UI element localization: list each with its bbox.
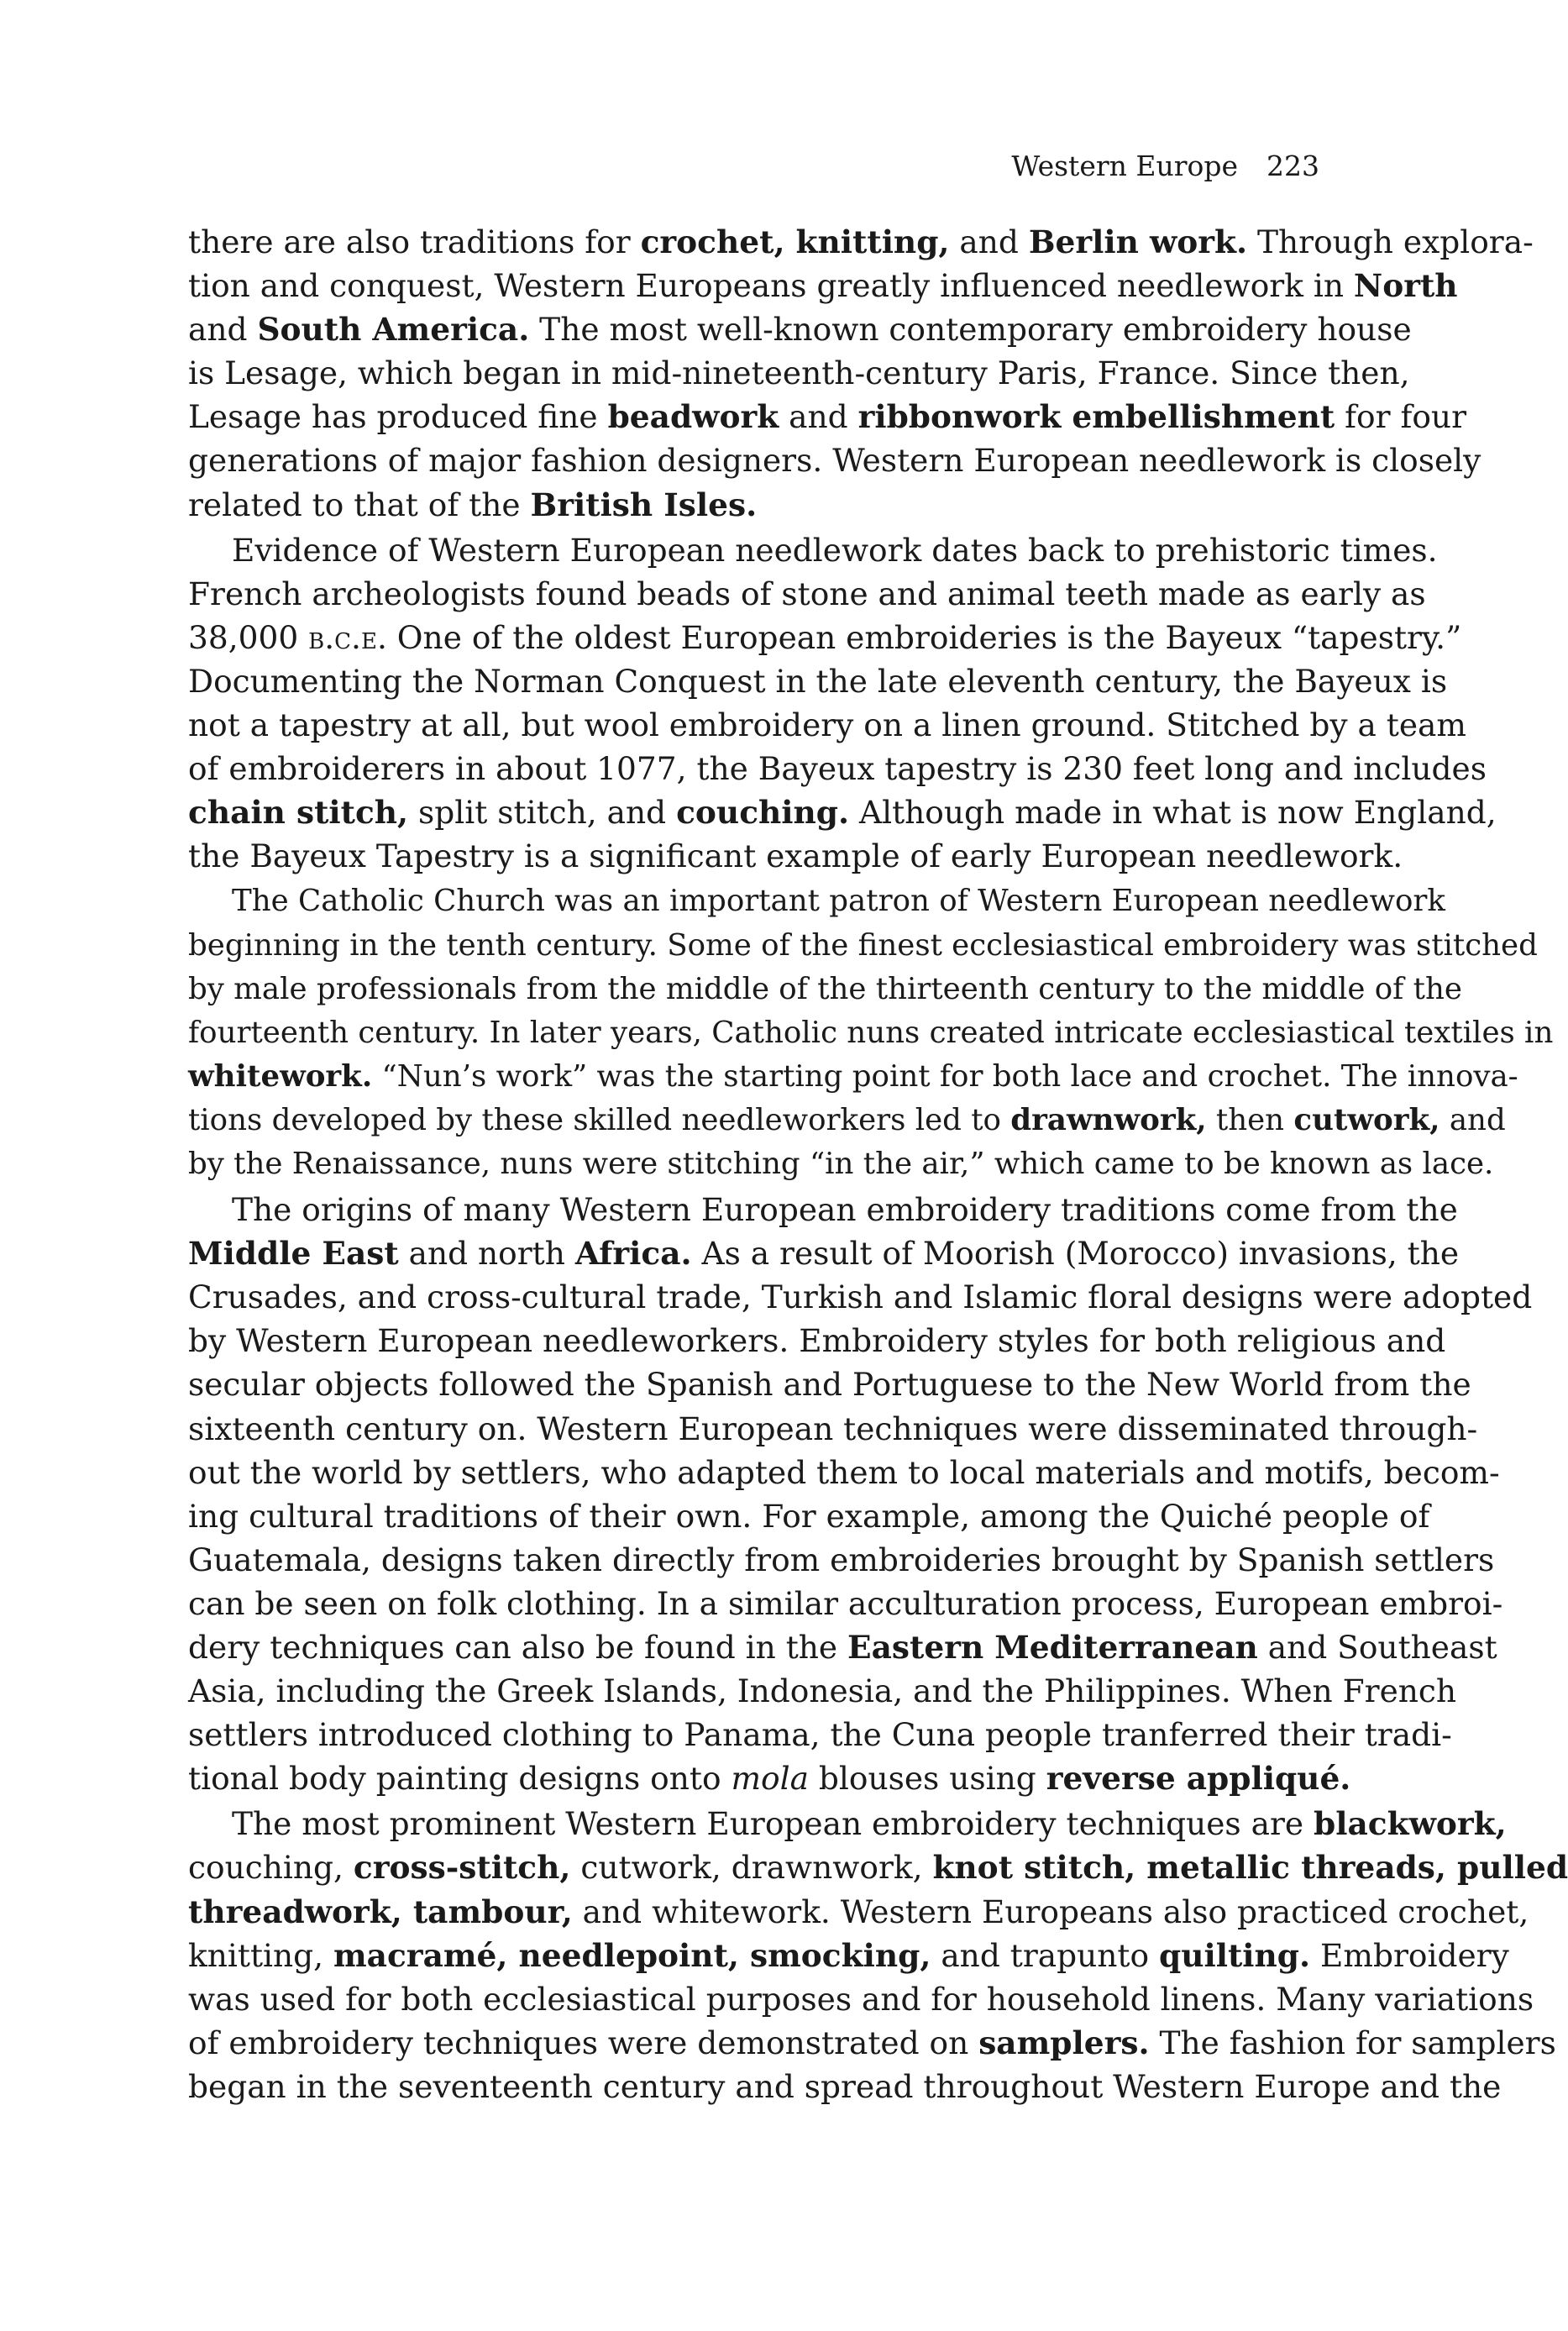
text-segment: split stitch, and (408, 794, 677, 832)
text-segment: out the world by settlers, who adapted them to local materials and motifs, becom- (188, 1453, 1500, 1491)
bold-term: North (1353, 267, 1458, 305)
text-line (188, 1845, 1568, 1889)
text-line (188, 1977, 1534, 2021)
bold-term: Africa. (574, 1235, 692, 1273)
text-segment: “Nun’s work” was the starting point for both lace and crochet. The innova- (372, 1058, 1518, 1094)
text-line (188, 1142, 1494, 1186)
text-segment: for four (1335, 398, 1466, 436)
text-line (188, 1362, 1471, 1406)
bold-term: quilting. (1159, 1936, 1311, 1974)
text-segment: blouses using (808, 1760, 1046, 1798)
bold-term: reverse appliqué. (1046, 1760, 1351, 1798)
bold-term: British Isles. (530, 486, 758, 523)
text-segment: Crusades, and cross-cultural trade, Turkish and Islamic floral designs were adopted (188, 1278, 1533, 1316)
page-number: 223 (1266, 150, 1319, 182)
bold-term: crochet, knitting, (640, 223, 950, 260)
text-segment: Embroidery (1310, 1936, 1509, 1974)
text-segment: secular objects followed the Spanish and Portuguese to the New World from the (188, 1366, 1471, 1404)
text-segment: cutwork, drawnwork, (570, 1849, 933, 1887)
text-line (188, 1934, 1509, 1977)
text-line (188, 2021, 1556, 2065)
text-segment: and (949, 223, 1029, 260)
text-segment: French archeologists found beads of stone and animal teeth made as early as (188, 575, 1426, 612)
text-segment: dery techniques can also be found in the (188, 1629, 848, 1666)
text-line (188, 1275, 1533, 1319)
text-segment: there are also traditions for (188, 223, 641, 260)
bold-term: knot stitch, metallic threads, pulled (932, 1849, 1568, 1887)
text-line (188, 220, 1534, 264)
text-line (188, 1890, 1529, 1934)
text-segment: Asia, including the Greek Islands, Indonesia, and the Philippines. When French (188, 1672, 1457, 1710)
bold-term: beadwork (607, 398, 779, 436)
text-segment: and trapunto (931, 1936, 1159, 1974)
text-segment: tional body painting designs onto (188, 1760, 732, 1798)
text-segment: tions developed by these skilled needleworkers led to (188, 1102, 1011, 1137)
text-segment: Through explora- (1247, 223, 1534, 260)
text-line (188, 1669, 1457, 1713)
text-line (188, 659, 1448, 703)
text-line (188, 1494, 1430, 1538)
text-segment: related to that of the (188, 486, 531, 523)
paragraph (188, 1188, 1533, 1800)
text-line (188, 2065, 1502, 2108)
text-segment: The most prominent Western European embroidery techniques are (232, 1805, 1314, 1843)
bold-term: macramé, needlepoint, smocking, (333, 1936, 931, 1974)
text-line (188, 264, 1458, 307)
bold-term: samplers. (978, 2024, 1150, 2061)
text-segment: not a tapestry at all, but wool embroidery on a linen ground. Stitched by a team (188, 706, 1466, 744)
text-segment: of embroiderers in about 1077, the Bayeux tapestry is 230 feet long and includes (188, 750, 1487, 788)
bold-term: chain stitch, (188, 794, 409, 832)
text-line (188, 1538, 1495, 1582)
text-line (188, 351, 1410, 395)
text-segment: The most well-known contemporary embroidery house (529, 311, 1412, 349)
text-line (188, 307, 1412, 351)
text-segment: Although made in what is now England, (849, 794, 1497, 832)
text-line (188, 395, 1466, 438)
text-segment: knitting, (188, 1936, 333, 1974)
text-line (188, 1802, 1507, 1845)
paragraph (188, 1802, 1568, 2108)
bold-term: threadwork, tambour, (188, 1893, 573, 1930)
text-segment: The Catholic Church was an important patron of Western European needlework (232, 884, 1445, 919)
section-title: Western Europe (1011, 150, 1238, 182)
text-line (188, 1407, 1478, 1451)
text-segment: and north (398, 1235, 575, 1273)
text-line (188, 834, 1403, 878)
text-line (188, 1011, 1554, 1055)
text-segment: and Southeast (1257, 1629, 1497, 1666)
text-line (188, 790, 1497, 834)
text-segment: by Western European needleworkers. Embroidery styles for both religious and (188, 1322, 1446, 1360)
text-segment: the Bayeux Tapestry is a significant example of early European needlework. (188, 837, 1403, 875)
text-segment: is Lesage, which began in mid-nineteenth-century Paris, France. Since then, (188, 354, 1410, 392)
text-segment: generations of major fashion designers. Western European needlework is closely (188, 442, 1481, 480)
text-line (188, 572, 1426, 616)
bold-term: ribbonwork embellishment (857, 398, 1335, 436)
text-segment: settlers introduced clothing to Panama, the Cuna people tranferred their tradi- (188, 1716, 1452, 1754)
text-line (188, 703, 1466, 747)
text-line (188, 924, 1538, 968)
body-text (188, 220, 1568, 2108)
text-line (188, 1451, 1500, 1494)
text-line (188, 1188, 1458, 1231)
text-segment: and (188, 311, 258, 349)
text-segment: As a result of Moorish (Morocco) invasions, the (691, 1235, 1460, 1273)
italic-term: mola (731, 1760, 809, 1798)
text-line (188, 528, 1438, 572)
text-segment: Lesage has produced fine (188, 398, 608, 436)
text-line (188, 747, 1487, 790)
text-segment: ing cultural traditions of their own. For example, among the Quiché people of (188, 1497, 1430, 1535)
text-segment: and whitework. Western Europeans also practiced crochet, (572, 1893, 1529, 1930)
text-line (188, 968, 1462, 1011)
text-line (188, 1756, 1351, 1800)
bold-term: cross-stitch, (353, 1849, 571, 1887)
text-segment: can be seen on folk clothing. In a similar acculturation process, European embroi- (188, 1584, 1503, 1622)
text-segment: sixteenth century on. Western European techniques were disseminated through- (188, 1410, 1478, 1447)
text-line (188, 879, 1445, 923)
text-segment: tion and conquest, Western Europeans greatly influenced needlework in (188, 267, 1354, 305)
text-line (188, 1582, 1503, 1625)
text-line (188, 483, 1320, 527)
bold-term: drawnwork, (1010, 1102, 1207, 1137)
bold-term: Middle East (188, 1235, 399, 1273)
text-line (188, 438, 1481, 482)
text-segment: b.c.e. (308, 618, 387, 656)
text-line (188, 1625, 1497, 1669)
bold-term: South America. (257, 311, 530, 349)
paragraph (188, 220, 1534, 527)
text-segment: by the Renaissance, nuns were stitching “in the air,” which came to be known as lace. (188, 1146, 1494, 1181)
running-head (1011, 150, 1319, 183)
text-segment: of embroidery techniques were demonstrated on (188, 2024, 979, 2061)
text-segment: and (1440, 1102, 1506, 1137)
bold-term: blackwork, (1313, 1805, 1507, 1843)
bold-term: Eastern Mediterranean (847, 1629, 1258, 1666)
text-segment: couching, (188, 1849, 354, 1887)
text-line (188, 1713, 1452, 1756)
text-segment: beginning in the tenth century. Some of the finest ecclesiastical embroidery was stitched (188, 927, 1538, 963)
bold-term: cutwork, (1293, 1102, 1440, 1137)
text-segment: Documenting the Norman Conquest in the late eleventh century, the Bayeux is (188, 662, 1448, 700)
text-segment: then (1206, 1102, 1294, 1137)
text-segment: Evidence of Western European needlework dates back to prehistoric times. (232, 531, 1438, 569)
text-segment: The origins of many Western European embroidery traditions come from the (232, 1191, 1458, 1229)
text-segment: The fashion for samplers (1149, 2024, 1556, 2061)
text-segment: Guatemala, designs taken directly from embroideries brought by Spanish settlers (188, 1541, 1495, 1578)
text-line (188, 1099, 1506, 1142)
bold-term: whitework. (188, 1058, 373, 1094)
paragraph (188, 528, 1497, 879)
text-segment: 38,000 (188, 618, 309, 656)
text-segment: One of the oldest European embroideries is the Bayeux “tapestry.” (386, 618, 1462, 656)
text-line (188, 1231, 1460, 1275)
text-line (188, 616, 1462, 659)
text-line (188, 1319, 1446, 1362)
text-line (188, 1055, 1518, 1099)
text-segment: and (779, 398, 858, 436)
text-segment: fourteenth century. In later years, Catholic nuns created intricate ecclesiastical textiles in (188, 1015, 1554, 1050)
text-segment: began in the seventeenth century and spread throughout Western Europe and the (188, 2067, 1502, 2105)
paragraph (188, 879, 1554, 1186)
bold-term: Berlin work. (1028, 223, 1248, 260)
bold-term: couching. (676, 794, 850, 832)
text-segment: was used for both ecclesiastical purposes and for household linens. Many variations (188, 1980, 1534, 2018)
text-segment: by male professionals from the middle of the thirteenth century to the middle of the (188, 971, 1462, 1006)
